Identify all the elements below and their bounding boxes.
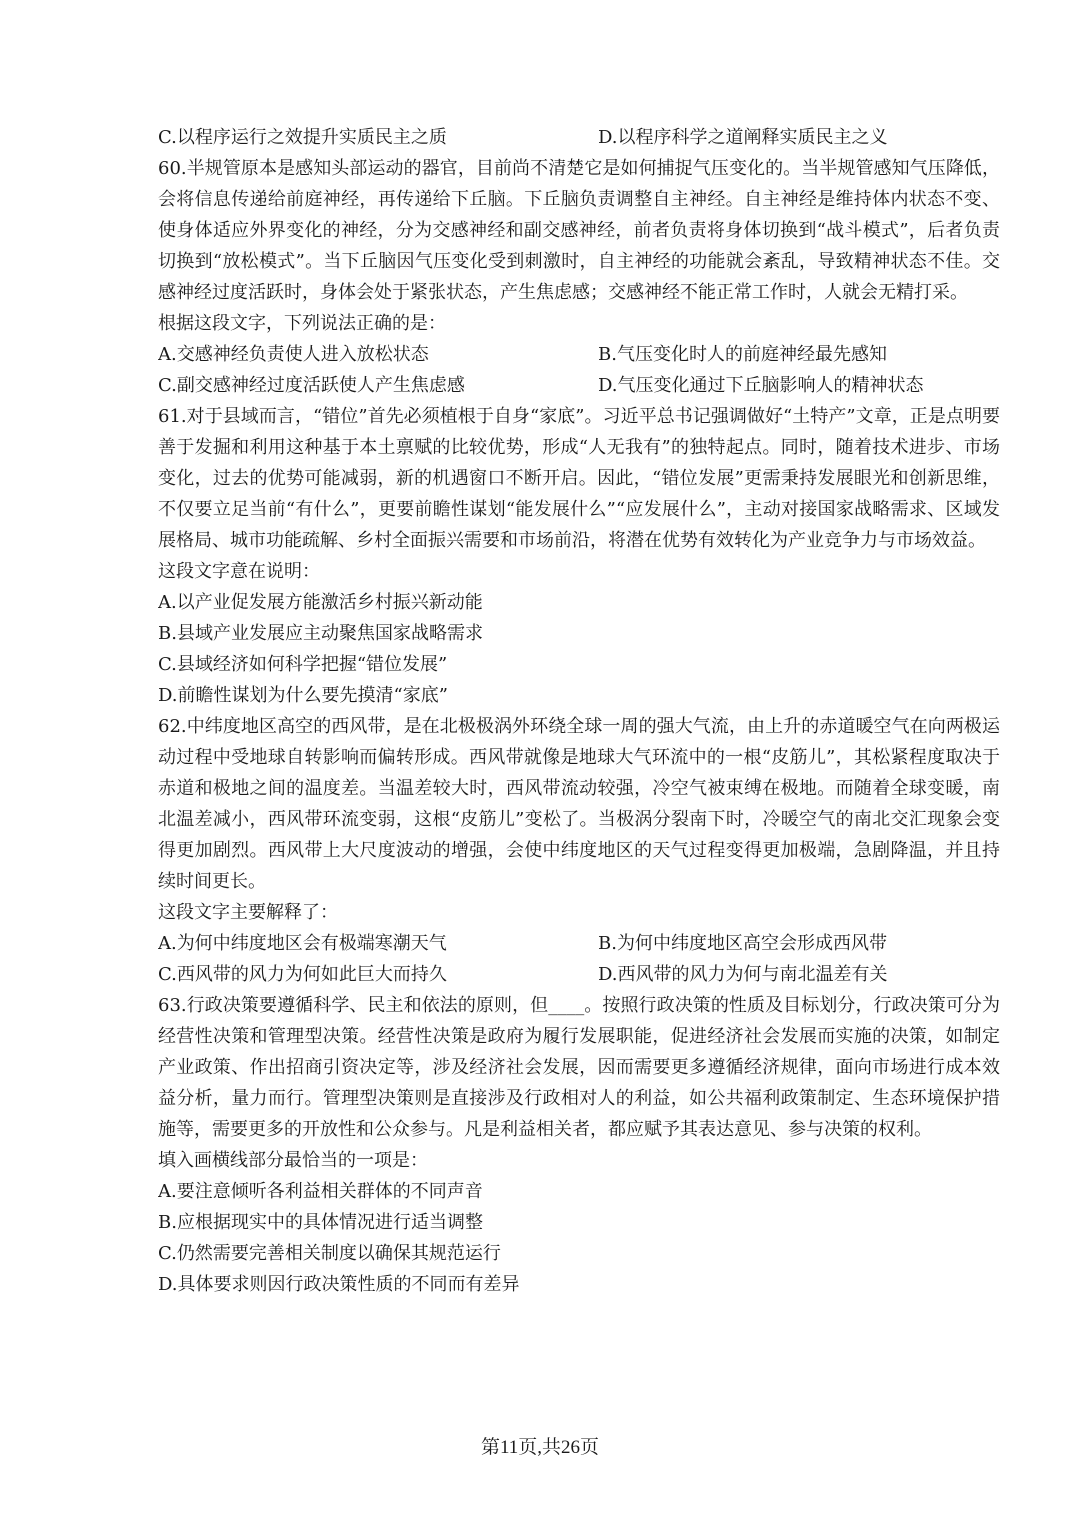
q59-options-cd (158, 122, 1000, 153)
q61-option-c: C.县域经济如何科学把握“错位发展” (158, 654, 448, 675)
page-number: 第11页,共26页 (480, 1437, 600, 1458)
q63-option-c: C.仍然需要完善相关制度以确保其规范运行 (158, 1243, 501, 1264)
q61-stem: 61.对于县域而言，“错位”首先必须植根于自身“家底”。习近平总书记强调做好“土特产”文章，正是点明要善于发掘和利用这种基于本土禀赋的比较优势，形成“人无我有”的独特起点。同时，随着技术进步、市场变化，过去的优势可能减弱，新的机遇窗口不断开启。因此，“错位发展”更需秉持发展眼光和创新思维，不仅要立足当前“有什么”，更要前瞻性谋划“能发展什么”“应发展什么”，主动对接国家战略需求、区域发展格局、城市功能疏解、乡村全面振兴需要和市场前沿，将潜在优势有效转化为产业竞争力与市场效益。 (158, 406, 1000, 551)
q60-options-cd (158, 370, 1000, 401)
q62-question: 这段文字主要解释了： (158, 902, 338, 923)
q61-option-a: A.以产业促发展方能激活乡村振兴新动能 (158, 592, 483, 613)
q62-option-a: A.为何中纬度地区会有极端寒潮天气 (158, 933, 447, 954)
q62-option-b: B.为何中纬度地区高空会形成西风带 (598, 933, 887, 954)
q60-option-a: A.交感神经负责使人进入放松状态 (158, 344, 429, 365)
q63-option-b: B.应根据现实中的具体情况进行适当调整 (158, 1212, 483, 1233)
q60-options-ab (158, 339, 1000, 370)
exam-page (158, 122, 1000, 1300)
q60-option-d: D.气压变化通过下丘脑影响人的精神状态 (598, 375, 924, 396)
q61-question: 这段文字意在说明： (158, 561, 320, 582)
q63-question: 填入画横线部分最恰当的一项是： (158, 1150, 428, 1171)
q62-options-cd (158, 959, 1000, 990)
q60-option-c: C.副交感神经过度活跃使人产生焦虑感 (158, 375, 465, 396)
q63-option-a: A.要注意倾听各利益相关群体的不同声音 (158, 1181, 483, 1202)
q62-options-ab (158, 928, 1000, 959)
q59-option-c: C.以程序运行之效提升实质民主之质 (158, 127, 447, 148)
q62-stem: 62.中纬度地区高空的西风带，是在北极极涡外环绕全球一周的强大气流，由上升的赤道暖空气在向两极运动过程中受地球自转影响而偏转形成。西风带就像是地球大气环流中的一根“皮筋儿”，其松紧程度取决于赤道和极地之间的温度差。当温差较大时，西风带流动较强，冷空气被束缚在极地。而随着全球变暖，南北温差减小，西风带环流变弱，这根“皮筋儿”变松了。当极涡分裂南下时，冷暖空气的南北交汇现象会变得更加剧烈。西风带上大尺度波动的增强，会使中纬度地区的天气过程变得更加极端，急剧降温，并且持续时间更长。 (158, 716, 1000, 892)
q61-option-b: B.县域产业发展应主动聚焦国家战略需求 (158, 623, 483, 644)
q60-question: 根据这段文字，下列说法正确的是： (158, 313, 446, 334)
q62-option-d: D.西风带的风力为何与南北温差有关 (598, 964, 888, 985)
q61-option-d: D.前瞻性谋划为什么要先摸清“家底” (158, 685, 448, 706)
q63-option-d: D.具体要求则因行政决策性质的不同而有差异 (158, 1274, 520, 1295)
q60-option-b: B.气压变化时人的前庭神经最先感知 (598, 344, 887, 365)
q59-option-d: D.以程序科学之道阐释实质民主之义 (598, 127, 888, 148)
q63-stem: 63.行政决策要遵循科学、民主和依法的原则，但____。按照行政决策的性质及目标划分，行政决策可分为经营性决策和管理型决策。经营性决策是政府为履行发展职能，促进经济社会发展而实施的决策，如制定产业政策、作出招商引资决定等，涉及经济社会发展，因而需要更多遵循经济规律，面向市场进行成本效益分析，量力而行。管理型决策则是直接涉及行政相对人的利益，如公共福利政策制定、生态环境保护措施等，需要更多的开放性和公众参与。凡是利益相关者，都应赋予其表达意见、参与决策的权利。 (158, 995, 1000, 1140)
q62-option-c: C.西风带的风力为何如此巨大而持久 (158, 964, 447, 985)
q60-stem: 60.半规管原本是感知头部运动的器官，目前尚不清楚它是如何捕捉气压变化的。当半规管感知气压降低，会将信息传递给前庭神经，再传递给下丘脑。下丘脑负责调整自主神经。自主神经是维持体内状态不变、使身体适应外界变化的神经，分为交感神经和副交感神经，前者负责将身体切换到“战斗模式”，后者负责切换到“放松模式”。当下丘脑因气压变化受到刺激时，自主神经的功能就会紊乱，导致精神状态不佳。交感神经过度活跃时，身体会处于紧张状态，产生焦虑感；交感神经不能正常工作时，人就会无精打采。 (158, 158, 1000, 303)
